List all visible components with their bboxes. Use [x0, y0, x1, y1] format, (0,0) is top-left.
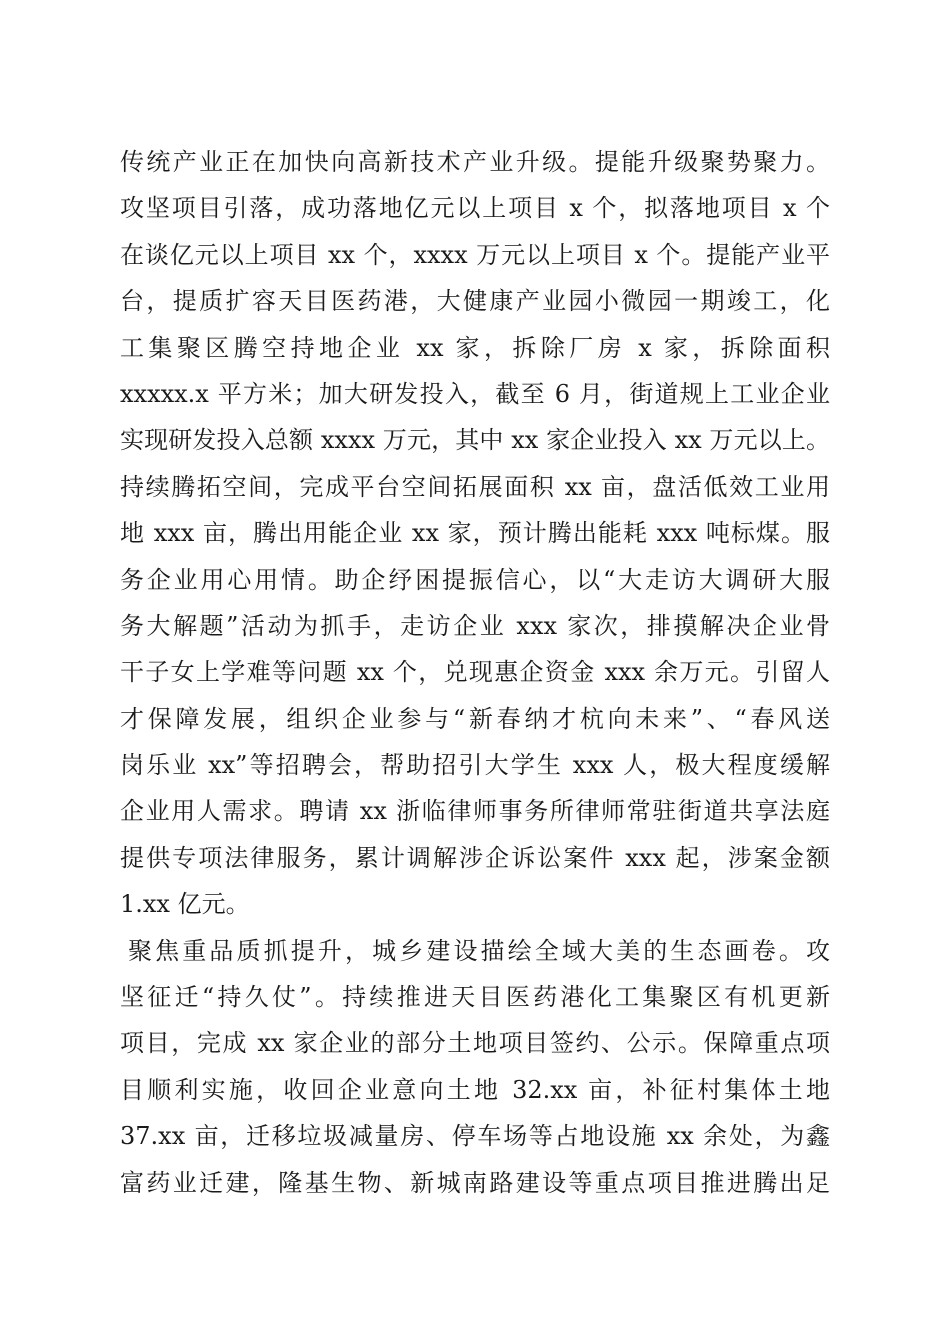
text-line: 持续腾拓空间，完成平台空间拓展面积 xx 亩，盘活低效工业用 [120, 472, 830, 501]
text-line: 企业用人需求。聘请 xx 浙临律师事务所律师常驻街道共享法庭 [120, 797, 830, 826]
text-line: 聚焦重品质抓提升，城乡建设描绘全域大美的生态画卷。攻 [128, 936, 830, 965]
text-line: 工集聚区腾空持地企业 xx 家，拆除厂房 x 家，拆除面积 [120, 333, 830, 362]
text-line: 岗乐业 xx”等招聘会，帮助招引大学生 xxx 人，极大程度缓解 [120, 751, 830, 780]
paragraph-1 [120, 139, 830, 928]
text-line: 地 xxx 亩，腾出用能企业 xx 家，预计腾出能耗 xxx 吨标煤。服 [120, 519, 830, 548]
text-line: 才保障发展，组织企业参与“新春纳才杭向未来”、“春风送 [120, 704, 830, 733]
text-line: 台，提质扩容天目医药港，大健康产业园小微园一期竣工，化 [120, 287, 830, 316]
text-line: 富药业迁建，隆基生物、新城南路建设等重点项目推进腾出足 [120, 1168, 830, 1197]
text-line: 在谈亿元以上项目 xx 个，xxxx 万元以上项目 x 个。提能产业平 [120, 240, 830, 269]
text-line: 攻坚项目引落，成功落地亿元以上项目 x 个，拟落地项目 x 个 [120, 194, 830, 223]
text-line: 1.xx 亿元。 [120, 890, 250, 919]
document-body [120, 139, 830, 1206]
text-line: 37.xx 亩，迁移垃圾减量房、停车场等占地设施 xx 余处，为鑫 [120, 1122, 830, 1151]
text-line: 务企业用心用情。助企纾困提振信心，以“大走访大调研大服 [120, 565, 830, 594]
paragraph-2 [120, 928, 830, 1206]
text-line: 传统产业正在加快向高新技术产业升级。提能升级聚势聚力。 [120, 148, 830, 176]
text-line: 务大解题”活动为抓手，走访企业 xxx 家次，排摸解决企业骨 [120, 611, 830, 640]
text-line: 干子女上学难等问题 xx 个，兑现惠企资金 xxx 余万元。引留人 [120, 658, 830, 687]
text-line: 提供专项法律服务，累计调解涉企诉讼案件 xxx 起，涉案金额 [120, 843, 830, 872]
text-line: 项目，完成 xx 家企业的部分土地项目签约、公示。保障重点项 [120, 1029, 830, 1058]
text-line: 实现研发投入总额 xxxx 万元，其中 xx 家企业投入 xx 万元以上。 [120, 426, 830, 455]
text-line: xxxxx.x 平方米；加大研发投入，截至 6 月，街道规上工业企业 [120, 379, 830, 408]
text-line: 目顺利实施，收回企业意向土地 32.xx 亩，补征村集体土地 [120, 1075, 830, 1104]
text-line: 坚征迁“持久仗”。持续推进天目医药港化工集聚区有机更新 [120, 983, 830, 1012]
